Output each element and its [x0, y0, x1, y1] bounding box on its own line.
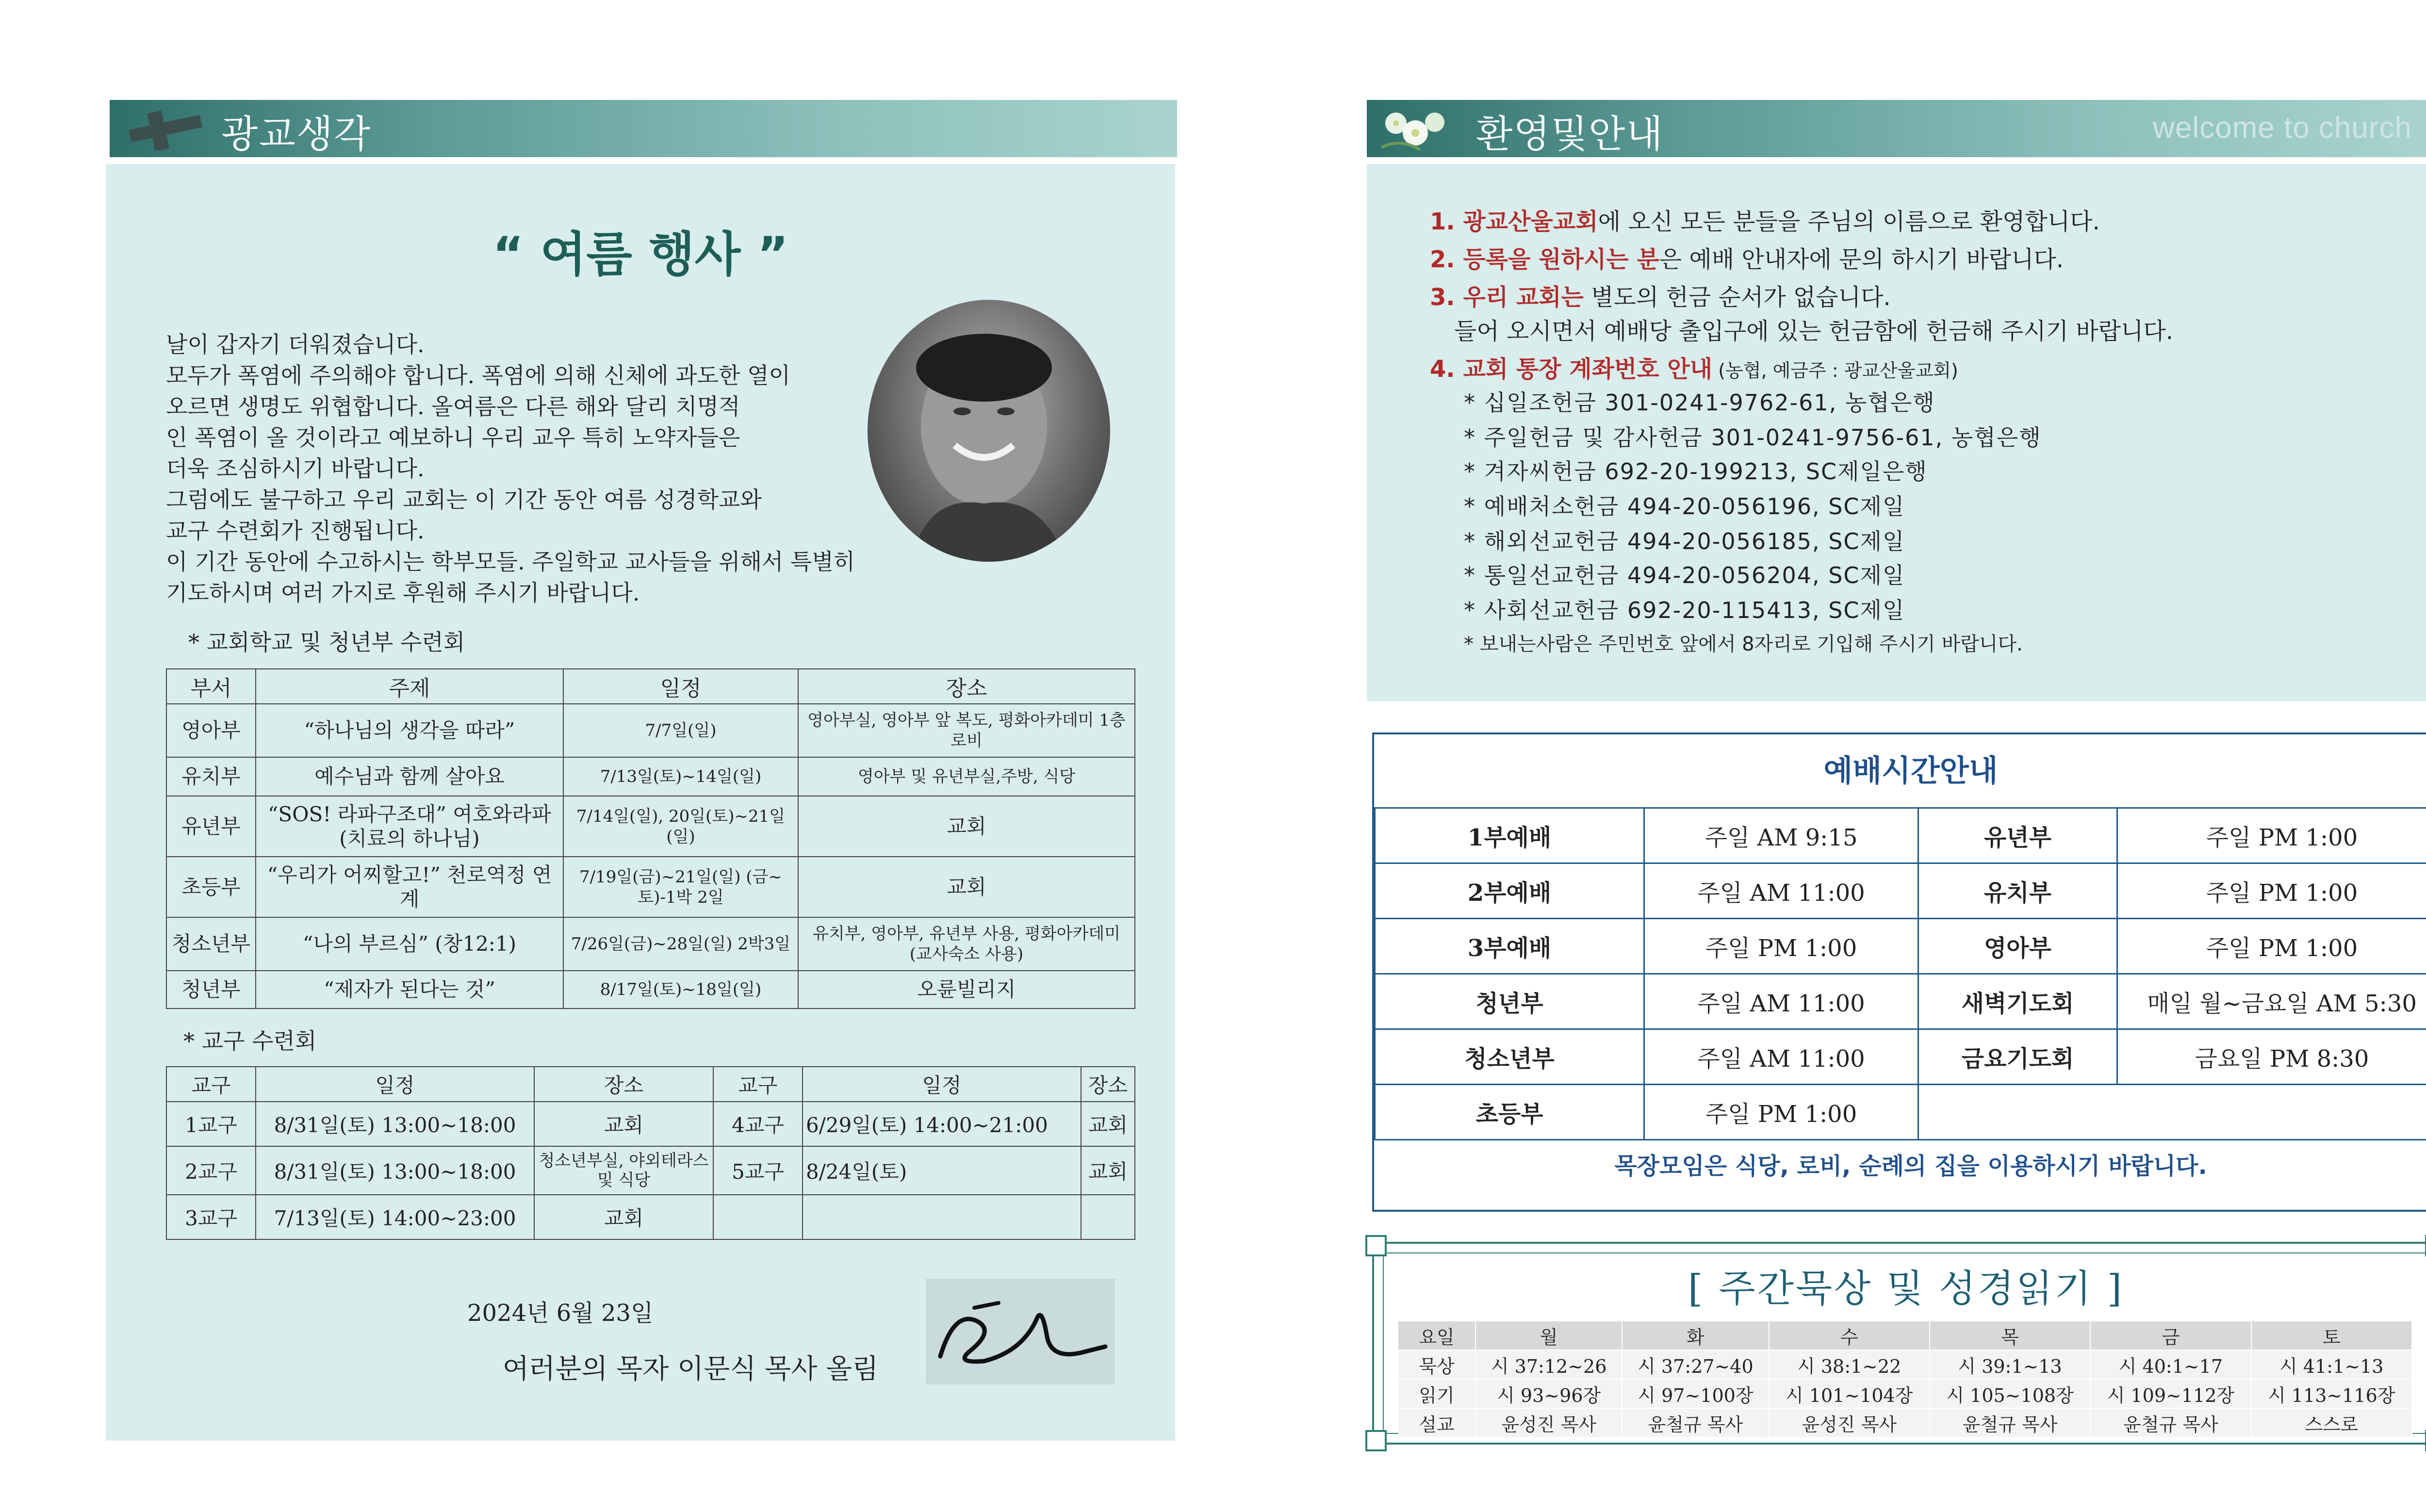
camp-dept: 청소년부 [166, 917, 256, 971]
meditation-cell: 윤철규 목사 [1622, 1408, 1769, 1437]
meditation-cell: 윤철규 목사 [1930, 1408, 2090, 1437]
worship-time: 주일 AM 11:00 [1644, 863, 1918, 919]
worship-label: 초등부 [1375, 1085, 1644, 1140]
camp-place: 영아부 및 유년부실,주방, 식당 [798, 757, 1135, 796]
worship-label: 청년부 [1375, 974, 1644, 1029]
worship-time: 매일 월~금요일 AM 5:30 [2117, 974, 2426, 1029]
meditation-header: 목 [1930, 1321, 2090, 1350]
retreat-cell [713, 1195, 803, 1239]
retreat-header: 교구 [713, 1067, 803, 1102]
camp-dept: 초등부 [166, 857, 256, 917]
welcome-text: 에 오신 모든 분들을 주님의 이름으로 환영합니다. [1598, 208, 2100, 235]
retreat-cell: 2교구 [166, 1146, 256, 1195]
camp-place: 유치부, 영아부, 유년부 사용, 평화아카데미(교사숙소 사용) [798, 917, 1135, 971]
table-row [1398, 1350, 2412, 1379]
meditation-cell: 시 105~108장 [1930, 1379, 2090, 1408]
meditation-header: 토 [2251, 1321, 2412, 1350]
retreat-cell: 교회 [1081, 1102, 1135, 1146]
worship-note: 목장모임은 식당, 로비, 순례의 집을 이용하시기 바랍니다. [1614, 1153, 2207, 1180]
meditation-cell: 설교 [1398, 1408, 1475, 1437]
corner-ornament-icon [1365, 1430, 1387, 1451]
table-row [166, 971, 1135, 1008]
intro-line: 모두가 폭염에 주의해야 합니다. 폭염에 의해 신체에 과도한 열이 [166, 362, 790, 389]
camp-date: 7/19일(금)~21일(일) (금~토)-1박 2일 [563, 857, 798, 917]
camp-label: * 교회학교 및 청년부 수련회 [188, 629, 465, 655]
intro-text [166, 329, 1078, 608]
welcome-highlight: 2. 등록을 원하시는 분 [1430, 246, 1659, 273]
retreat-header: 일정 [803, 1067, 1081, 1102]
table-row [166, 1102, 1135, 1146]
worship-label: 새벽기도회 [1918, 974, 2117, 1029]
table-row [166, 704, 1135, 757]
retreat-cell: 4교구 [713, 1102, 803, 1146]
worship-label: 3부예배 [1375, 919, 1644, 974]
camp-theme: “나의 부르심” (창12:1) [256, 917, 563, 971]
retreat-header: 장소 [1081, 1067, 1135, 1102]
meditation-header: 화 [1622, 1321, 1769, 1350]
meditation-header: 요일 [1398, 1321, 1475, 1350]
intro-line: 그럼에도 불구하고 우리 교회는 이 기간 동안 여름 성경학교와 [166, 487, 762, 513]
table-row [1398, 1321, 2412, 1350]
right-header-title: 환영및안내 [1476, 113, 1664, 156]
worship-label: 금요기도회 [1918, 1029, 2117, 1085]
intro-line: 교구 수련회가 진행됩니다. [166, 518, 425, 544]
left-header-title: 광교생각 [221, 113, 372, 156]
worship-title: 예배시간안내 [1374, 734, 2426, 809]
table-row [1375, 919, 2426, 974]
meditation-cell: 시 101~104장 [1769, 1379, 1930, 1408]
retreat-cell: 교회 [534, 1195, 713, 1239]
meditation-cell: 윤성진 목사 [1769, 1408, 1930, 1437]
meditation-cell: 시 40:1~17 [2090, 1350, 2251, 1379]
worship-time: 주일 AM 9:15 [1644, 808, 1918, 863]
signoff-date: 2024년 6월 23일 [467, 1300, 654, 1327]
worship-time: 주일 PM 1:00 [1644, 919, 1918, 974]
camp-place: 교회 [798, 796, 1135, 857]
camp-table [166, 668, 1135, 1009]
camp-place: 오륜빌리지 [798, 971, 1135, 1008]
account-line: * 주일헌금 및 감사헌금 301-0241-9756-61, 농협은행 [1464, 424, 2042, 451]
meditation-cell: 시 93~96장 [1475, 1379, 1622, 1408]
meditation-cell: 시 97~100장 [1622, 1379, 1769, 1408]
meditation-cell: 시 39:1~13 [1930, 1350, 2090, 1379]
welcome-line-4 [1430, 350, 1958, 384]
camp-header: 장소 [798, 669, 1135, 704]
meditation-cell: 시 38:1~22 [1769, 1350, 1930, 1379]
worship-label: 유치부 [1918, 863, 2117, 919]
camp-theme: 예수님과 함께 살아요 [256, 757, 563, 796]
worship-empty [1918, 1085, 2426, 1140]
meditation-cell: 스스로 [2251, 1408, 2412, 1437]
camp-dept: 청년부 [166, 971, 256, 1008]
worship-time: 주일 PM 1:00 [1644, 1085, 1918, 1140]
retreat-cell [803, 1195, 1081, 1239]
account-line: * 예배처소헌금 494-20-056196, SC제일 [1464, 493, 1905, 520]
welcome-line-3 [1430, 278, 1891, 312]
welcome-text: 은 예배 안내자에 문의 하시기 바랍니다. [1659, 246, 2064, 273]
retreat-header: 일정 [256, 1067, 534, 1102]
table-row [1375, 1085, 2426, 1140]
meditation-box [1372, 1242, 2426, 1445]
meditation-cell: 시 37:12~26 [1475, 1350, 1622, 1379]
intro-line: 더욱 조심하시기 바랍니다. [166, 455, 425, 482]
retreat-cell: 1교구 [166, 1102, 256, 1146]
camp-header: 주제 [256, 669, 563, 704]
intro-line: 이 기간 동안에 수고하시는 학부모들. 주일학교 교사들을 위해서 특별히 [166, 549, 855, 575]
worship-label: 영아부 [1918, 919, 2117, 974]
welcome-highlight: 1. 광교산울교회 [1430, 208, 1598, 235]
retreat-cell: 7/13일(토) 14:00~23:00 [256, 1195, 534, 1239]
worship-table [1374, 807, 2426, 1140]
flower-icon [1372, 104, 1459, 154]
table-row [166, 1195, 1135, 1239]
account-line: * 통일선교헌금 494-20-056204, SC제일 [1464, 562, 1905, 588]
signature-icon [926, 1279, 1115, 1384]
retreat-cell: 교회 [1081, 1146, 1135, 1195]
retreat-cell: 5교구 [713, 1146, 803, 1195]
camp-date: 8/17일(토)~18일(일) [563, 971, 798, 1008]
signoff-name: 여러분의 목자 이문식 목사 올림 [503, 1353, 879, 1385]
worship-label: 2부예배 [1375, 863, 1644, 919]
worship-time: 주일 AM 11:00 [1644, 974, 1918, 1029]
camp-date: 7/7일(일) [563, 704, 798, 757]
worship-label: 유년부 [1918, 808, 2117, 863]
camp-date: 7/26일(금)~28일(일) 2박3일 [563, 917, 798, 971]
meditation-cell: 시 113~116장 [2251, 1379, 2412, 1408]
worship-time: 주일 AM 11:00 [1644, 1029, 1918, 1085]
worship-time: 주일 PM 1:00 [2117, 863, 2426, 919]
camp-dept: 유년부 [166, 796, 256, 857]
signature [926, 1279, 1115, 1384]
table-row [166, 757, 1135, 796]
welcome-line-1 [1430, 203, 2100, 236]
intro-line: 날이 갑자기 더워졌습니다. [166, 331, 425, 358]
table-row [1398, 1408, 2412, 1437]
camp-theme: “우리가 어찌할고!” 천로역정 연계 [256, 857, 563, 917]
right-header-subtitle: welcome to church [2153, 111, 2412, 145]
retreat-cell: 교회 [534, 1102, 713, 1146]
worship-time: 주일 PM 1:00 [2117, 919, 2426, 974]
corner-ornament-icon [1365, 1235, 1387, 1256]
table-row [1375, 863, 2426, 919]
account-note: * 보내는사람은 주민번호 앞에서 8자리로 기입해 주시기 바랍니다. [1464, 633, 2023, 655]
meditation-cell: 윤성진 목사 [1475, 1408, 1622, 1437]
retreat-cell [1081, 1195, 1135, 1239]
welcome-line-2 [1430, 241, 2064, 274]
retreat-cell: 청소년부실, 야외테라스 및 식당 [534, 1146, 713, 1195]
meditation-title: [ 주간묵상 및 성경읽기 ] [1688, 1267, 2124, 1311]
retreat-cell: 8/31일(토) 13:00~18:00 [256, 1102, 534, 1146]
welcome-text: (농협, 예금주 : 광교산울교회) [1712, 360, 1958, 381]
camp-dept: 영아부 [166, 704, 256, 757]
retreat-table [166, 1066, 1135, 1240]
retreat-cell: 8/31일(토) 13:00~18:00 [256, 1146, 534, 1195]
camp-theme: “제자가 된다는 것” [256, 971, 563, 1008]
meditation-header: 수 [1769, 1321, 1930, 1350]
welcome-line-3b: 들어 오시면서 예배당 출입구에 있는 헌금함에 헌금해 주시기 바랍니다. [1454, 318, 2173, 345]
meditation-cell: 읽기 [1398, 1379, 1475, 1408]
table-row [166, 917, 1135, 971]
meditation-header: 금 [2090, 1321, 2251, 1350]
account-line: * 해외선교헌금 494-20-056185, SC제일 [1464, 528, 1905, 554]
retreat-header: 장소 [534, 1067, 713, 1102]
welcome-highlight: 3. 우리 교회는 [1430, 284, 1584, 311]
account-line: * 겨자씨헌금 692-20-199213, SC제일은행 [1464, 458, 1928, 485]
welcome-panel [1367, 164, 2426, 701]
camp-place: 교회 [798, 857, 1135, 917]
intro-line: 오르면 생명도 위협합니다. 올여름은 다른 해와 달리 치명적 [166, 393, 740, 420]
meditation-cell: 시 41:1~13 [2251, 1350, 2412, 1379]
camp-header: 일정 [563, 669, 798, 704]
retreat-cell: 6/29일(토) 14:00~21:00 [803, 1102, 1081, 1146]
event-title: “ 여름 행사 ” [492, 227, 788, 282]
worship-label: 1부예배 [1375, 808, 1644, 863]
camp-date: 7/14일(일), 20일(토)~21일(일) [563, 796, 798, 857]
table-row [1375, 808, 2426, 863]
intro-line: 기도하시며 여러 가지로 후원해 주시기 바랍니다. [166, 580, 640, 606]
camp-theme: “SOS! 라파구조대” 여호와라파(치료의 하나님) [256, 796, 563, 857]
right-header-bar [1367, 100, 2426, 157]
welcome-highlight: 4. 교회 통장 계좌번호 안내 [1430, 356, 1713, 383]
camp-dept: 유치부 [166, 757, 256, 796]
worship-time: 금요일 PM 8:30 [2117, 1029, 2426, 1085]
camp-place: 영아부실, 영아부 앞 복도, 평화아카데미 1층 로비 [798, 704, 1135, 757]
worship-schedule [1372, 732, 2426, 1212]
meditation-cell: 묵상 [1398, 1350, 1475, 1379]
intro-line: 인 폭염이 올 것이라고 예보하니 우리 교우 특히 노약자들은 [166, 424, 740, 451]
meditation-table [1398, 1321, 2412, 1438]
retreat-cell: 3교구 [166, 1195, 256, 1239]
cross-icon [124, 107, 207, 150]
meditation-header: 월 [1475, 1321, 1622, 1350]
camp-theme: “하나님의 생각을 따라” [256, 704, 563, 757]
table-row [1398, 1379, 2412, 1408]
left-header-bar [110, 100, 1177, 157]
retreat-header: 교구 [166, 1067, 256, 1102]
account-line: * 십일조헌금 301-0241-9762-61, 농협은행 [1464, 390, 1935, 416]
meditation-cell: 시 109~112장 [2090, 1379, 2251, 1408]
retreat-cell: 8/24일(토) [803, 1146, 1081, 1195]
table-row [166, 1146, 1135, 1195]
table-row [166, 796, 1135, 857]
left-panel [106, 164, 1175, 1441]
worship-label: 청소년부 [1375, 1029, 1644, 1085]
camp-header: 부서 [166, 669, 256, 704]
retreat-label: * 교구 수련회 [183, 1028, 317, 1054]
meditation-cell: 윤철규 목사 [2090, 1408, 2251, 1437]
account-line: * 사회선교헌금 692-20-115413, SC제일 [1464, 597, 1905, 623]
table-row [1375, 1029, 2426, 1085]
camp-date: 7/13일(토)~14일(일) [563, 757, 798, 796]
table-row [166, 857, 1135, 917]
table-row [1375, 974, 2426, 1029]
worship-time: 주일 PM 1:00 [2117, 808, 2426, 863]
meditation-cell: 시 37:27~40 [1622, 1350, 1769, 1379]
welcome-text: 별도의 헌금 순서가 없습니다. [1583, 284, 1891, 311]
